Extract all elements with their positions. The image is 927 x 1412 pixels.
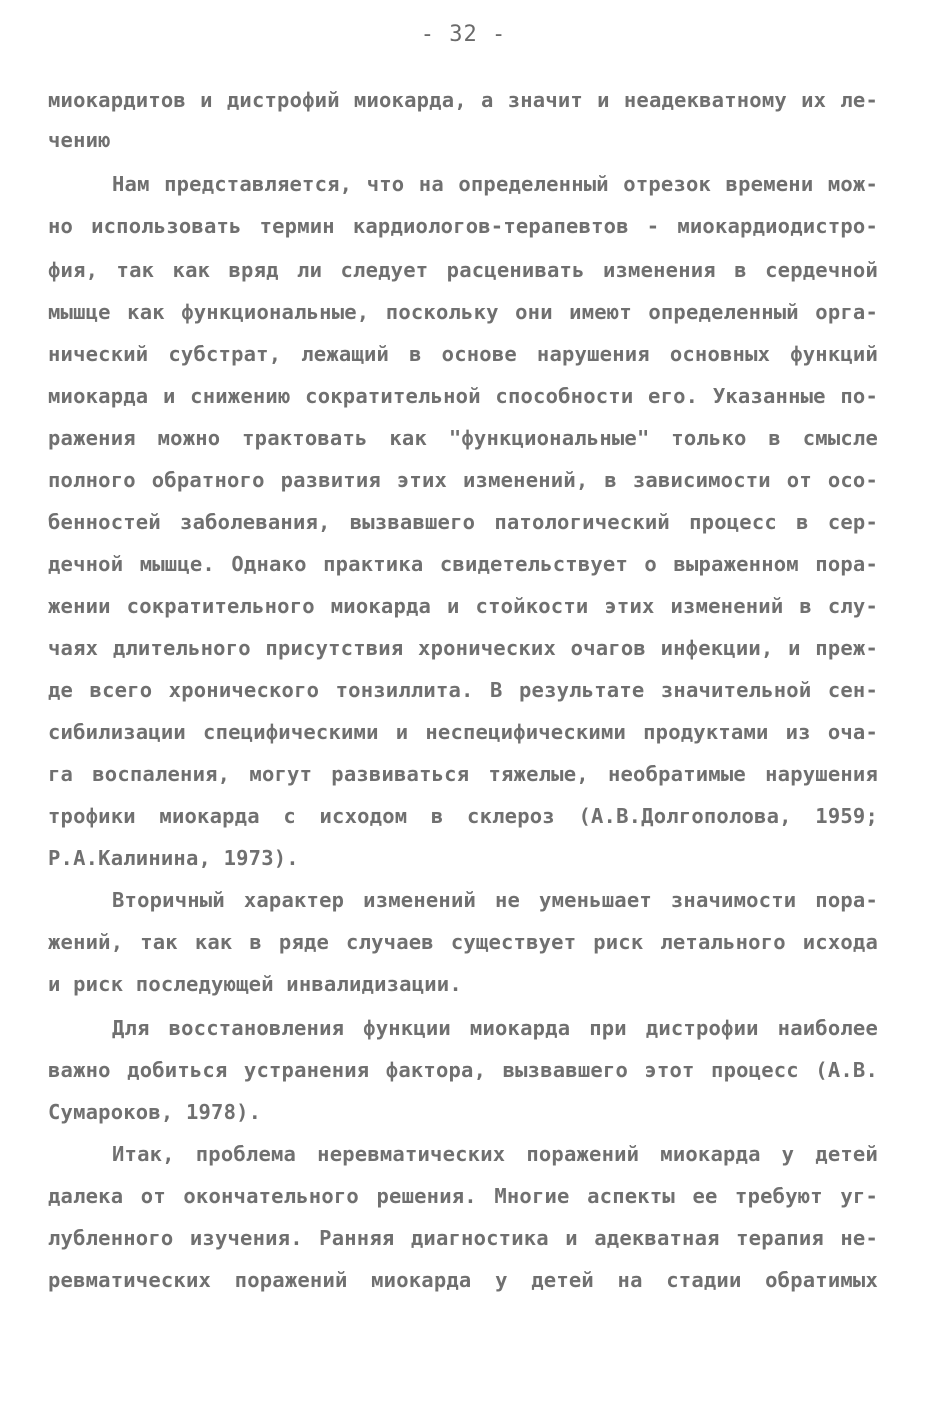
- text-line: Для восстановления функции миокарда при дистрофии наиболее: [112, 1016, 878, 1040]
- text-line: трофики миокарда с исходом в склероз (А.В.Долгополова, 1959;: [48, 804, 878, 828]
- text-line: ревматических поражений миокарда у детей на стадии обратимых: [48, 1268, 878, 1292]
- text-line: Итак, проблема неревматических поражений миокарда у детей: [112, 1142, 878, 1166]
- text-line: миокарда и снижению сократительной способности его. Указанные по-: [48, 384, 878, 408]
- text-line: бенностей заболевания, вызвавшего патологический процесс в сер-: [48, 510, 878, 534]
- text-line: га воспаления, могут развиваться тяжелые, необратимые нарушения: [48, 762, 878, 786]
- text-line: нический субстрат, лежащий в основе нарушения основных функций: [48, 342, 878, 366]
- text-line: фия, так как вряд ли следует расценивать изменения в сердечной: [48, 258, 878, 282]
- text-line: сибилизации специфическими и неспецифическими продуктами из оча-: [48, 720, 878, 744]
- text-line: дечной мышце. Однако практика свидетельствует о выраженном пора-: [48, 552, 878, 576]
- text-line: лубленного изучения. Ранняя диагностика и адекватная терапия не-: [48, 1226, 878, 1250]
- text-line: ражения можно трактовать как "функциональные" только в смысле: [48, 426, 878, 450]
- text-line: чению: [48, 128, 111, 152]
- text-line: важно добиться устранения фактора, вызвавшего этот процесс (А.В.: [48, 1058, 878, 1082]
- text-line: Вторичный характер изменений не уменьшает значимости пора-: [112, 888, 878, 912]
- text-line: Сумароков, 1978).: [48, 1100, 262, 1124]
- text-line: мышце как функциональные, поскольку они имеют определенный орга-: [48, 300, 878, 324]
- text-line: миокардитов и дистрофий миокарда, а значит и неадекватному их ле-: [48, 88, 878, 112]
- text-line: де всего хронического тонзиллита. В результате значительной сен-: [48, 678, 878, 702]
- text-line: полного обратного развития этих изменений, в зависимости от осо-: [48, 468, 878, 492]
- text-line: Р.А.Калинина, 1973).: [48, 846, 299, 870]
- text-line: и риск последующей инвалидизации.: [48, 972, 462, 996]
- text-line: чаях длительного присутствия хронических очагов инфекции, и преж-: [48, 636, 878, 660]
- text-line: жении сократительного миокарда и стойкости этих изменений в слу-: [48, 594, 878, 618]
- text-line: но использовать термин кардиологов-терапевтов - миокардиодистро-: [48, 214, 878, 238]
- page-number: - 32 -: [420, 22, 507, 47]
- text-line: далека от окончательного решения. Многие аспекты ее требуют уг-: [48, 1184, 878, 1208]
- text-line: жений, так как в ряде случаев существует риск летального исхода: [48, 930, 878, 954]
- text-line: Нам представляется, что на определенный отрезок времени мож-: [112, 172, 878, 196]
